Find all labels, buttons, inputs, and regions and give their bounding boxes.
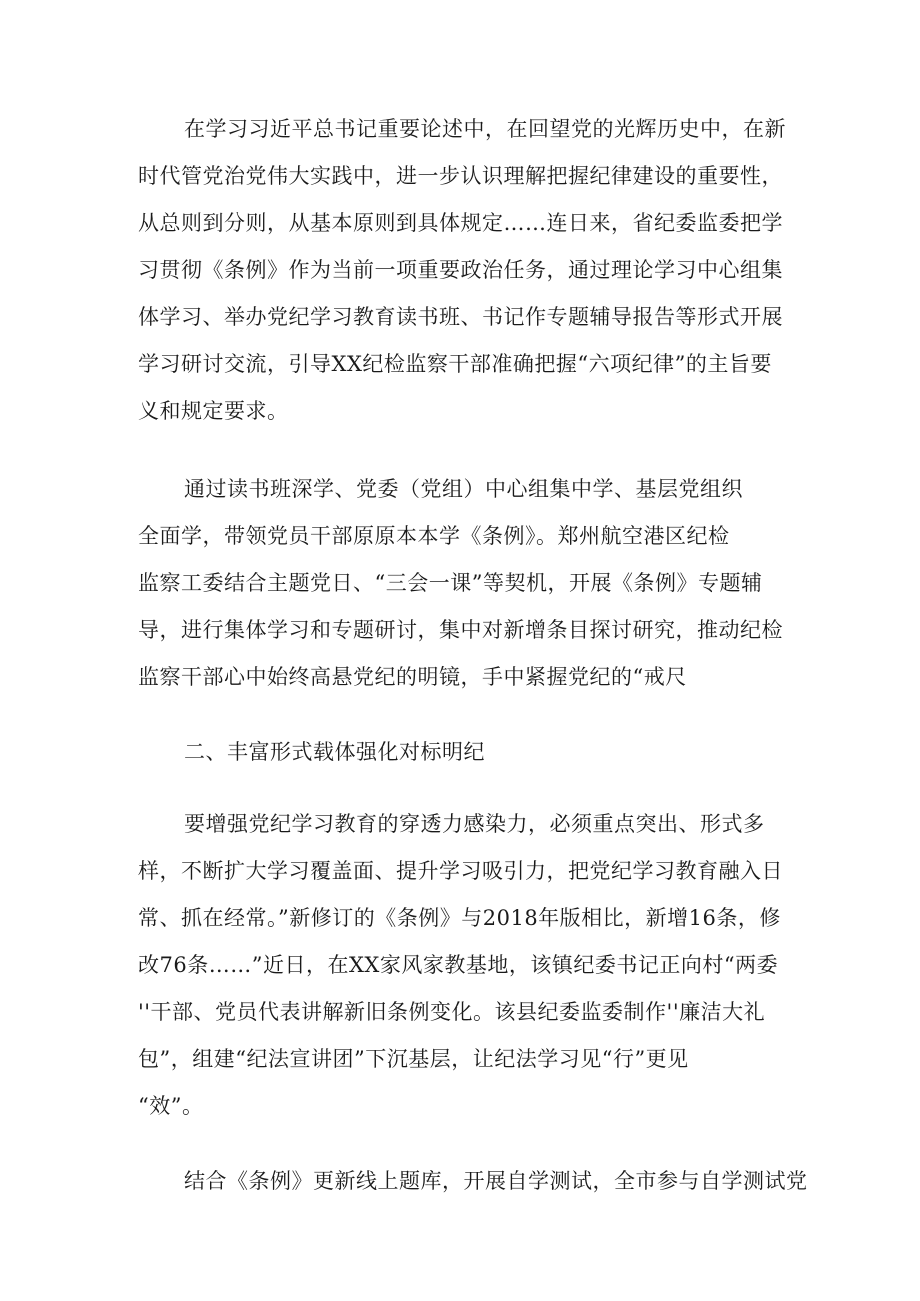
paragraph-3-line-6: 包”，组建“纪法宣讲团”下沉基层，让纪法学习见“行”更见	[138, 1047, 689, 1071]
paragraph-2-line-2: 全面学，带领党员干部原原本本学《条例》。郑州航空港区纪检	[138, 524, 730, 548]
paragraph-4-line-1: 结合《条例》更新线上题库，开展自学测试，全市参与自学测试党	[184, 1169, 808, 1193]
paragraph-3-line-5: ''干部、党员代表讲解新旧条例变化。该县纪委监委制作''廉洁大礼	[138, 1000, 766, 1024]
paragraph-3-line-1: 要增强党纪学习教育的穿透力感染力，必须重点突出、形式多	[184, 812, 765, 836]
paragraph-1-line-5: 体学习、举办党纪学习教育读书班、书记作专题辅导报告等形式开展	[138, 305, 783, 329]
paragraph-2-line-1: 通过读书班深学、党委（党组）中心组集中学、基层党组织	[184, 477, 743, 501]
paragraph-1-line-2: 时代管党治党伟大实践中，进一步认识理解把握纪律建设的重要性，	[138, 164, 783, 188]
paragraph-2-line-3: 监察工委结合主题党日、“三会一课”等契机，开展《条例》专题辅	[138, 571, 763, 595]
paragraph-2-line-4: 导，进行集体学习和专题研讨，集中对新增条目探讨研究，推动纪检	[138, 618, 783, 642]
paragraph-1-line-7: 义和规定要求。	[138, 399, 289, 423]
paragraph-1-line-4: 习贯彻《条例》作为当前一项重要政治任务，通过理论学习中心组集	[138, 258, 783, 282]
section-heading-2: 二、丰富形式载体强化对标明纪	[184, 740, 485, 764]
paragraph-3-line-3: 常、抓在经常。”新修订的《条例》与2018年版相比，新增16条，修	[138, 906, 781, 930]
paragraph-3-line-7: “效”。	[138, 1094, 204, 1118]
paragraph-1-line-3: 从总则到分则，从基本原则到具体规定……连日来，省纪委监委把学	[138, 211, 783, 235]
paragraph-2-line-5: 监察干部心中始终高悬党纪的明镜，手中紧握党纪的“戒尺	[138, 665, 687, 689]
paragraph-3-line-4: 改76条……”近日，在XX家风家教基地，该镇纪委书记正向村“两委	[138, 953, 779, 977]
paragraph-1-line-6: 学习研讨交流，引导XX纪检监察干部准确把握“六项纪律”的主旨要	[138, 352, 772, 376]
paragraph-1-line-1: 在学习习近平总书记重要论述中，在回望党的光辉历史中，在新	[184, 117, 786, 141]
paragraph-3-line-2: 样，不断扩大学习覆盖面、提升学习吸引力，把党纪学习教育融入日	[138, 859, 783, 883]
